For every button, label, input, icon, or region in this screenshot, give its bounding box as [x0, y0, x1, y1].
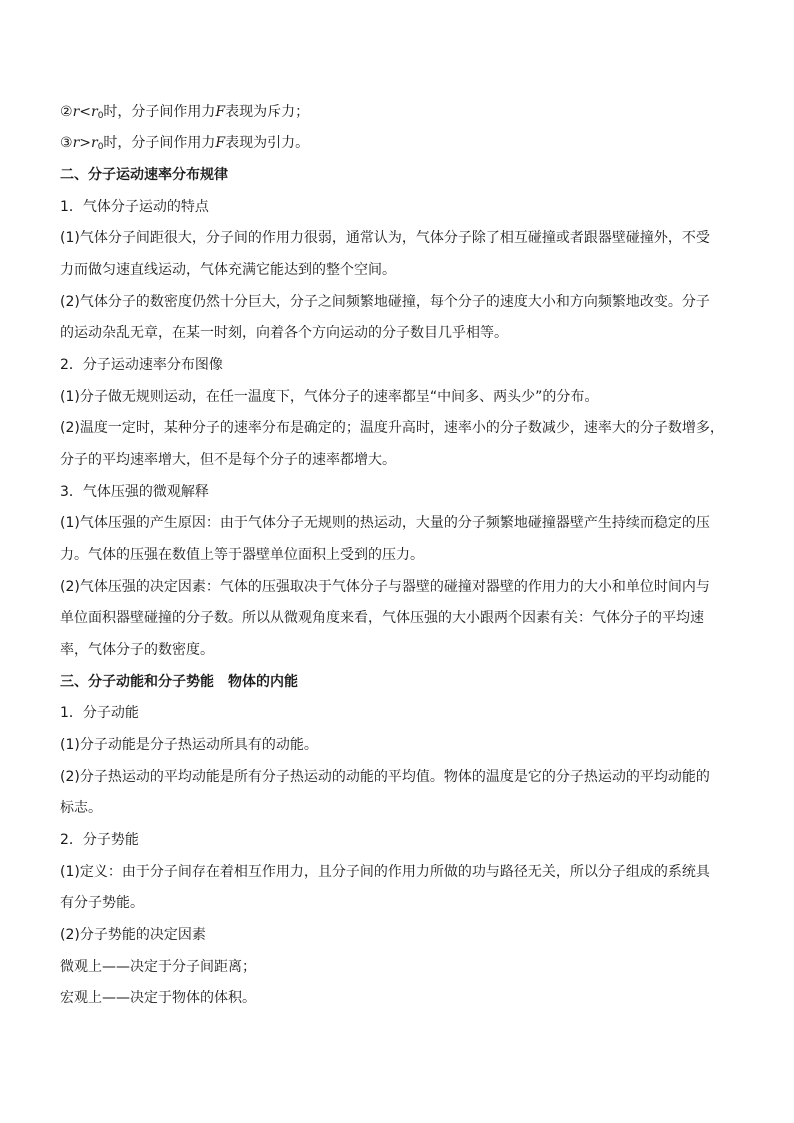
section-heading-2: 二、分子运动速率分布规律: [60, 167, 228, 183]
paragraph-line: 标志。: [60, 800, 102, 816]
force-symbol: F: [215, 104, 226, 120]
paragraph-line: (1)分子动能是分子热运动所具有的动能。: [60, 737, 318, 753]
item-r-greater-r0: [60, 134, 740, 152]
paragraph-line: (1)分子做无规则运动，在任一温度下，气体分子的速率都呈“中间多、两头少”的分布。: [60, 389, 599, 405]
item-text: 时，分子间作用力: [103, 104, 216, 120]
paragraph-line: 分子的平均速率增大，但不是每个分子的速率都增大。: [60, 452, 396, 468]
item-end: 表现为斥力；: [225, 104, 310, 120]
paragraph-line: 有分子势能。: [60, 895, 144, 911]
condition-r-less: r<r: [72, 104, 98, 120]
paragraph-line: 单位面积器壁碰撞的分子数。所以从微观角度来看，气体压强的大小跟两个因素有关：气体分子的平均速: [60, 610, 704, 626]
item-r-less-r0: [60, 103, 740, 121]
subscript-zero: 0: [97, 111, 104, 121]
paragraph-line: (2)气体压强的决定因素：气体的压强取决于气体分子与器壁的碰撞对器壁的作用力的大小和单位时间内与: [60, 579, 710, 595]
paragraph-line: 力而做匀速直线运动，气体充满它能达到的整个空间。: [60, 262, 396, 278]
subsection-title-2-3: 3．气体压强的微观解释: [60, 484, 209, 500]
subscript-zero: 0: [97, 142, 104, 152]
paragraph-line: (2)分子势能的决定因素: [60, 927, 206, 943]
item-text: 时，分子间作用力: [103, 135, 216, 151]
paragraph-line: 率，气体分子的数密度。: [60, 642, 214, 658]
force-symbol: F: [215, 135, 226, 151]
section-heading-3: 三、分子动能和分子势能 物体的内能: [60, 674, 298, 690]
item-end: 表现为引力。: [225, 135, 310, 151]
circled-two: ②: [60, 104, 73, 120]
paragraph-line: 宏观上——决定于物体的体积。: [60, 990, 256, 1006]
paragraph-line: (1)定义：由于分子间存在着相互作用力，且分子间的作用力所做的功与路径无关，所以分子组成的系统具: [60, 864, 710, 880]
circled-three: ③: [60, 135, 73, 151]
paragraph-line: (2)温度一定时，某种分子的速率分布是确定的；温度升高时，速率小的分子数减少，速率大的分子数增多，: [60, 420, 724, 436]
paragraph-line: 的运动杂乱无章，在某一时刻，向着各个方向运动的分子数目几乎相等。: [60, 325, 508, 341]
paragraph-line: (1)气体压强的产生原因：由于气体分子无规则的热运动，大量的分子频繁地碰撞器壁产生持续而稳定的压: [60, 515, 710, 531]
condition-r-greater: r>r: [72, 135, 98, 151]
subsection-title-3-1: 1．分子动能: [60, 705, 139, 721]
subsection-title-3-2: 2．分子势能: [60, 832, 139, 848]
paragraph-line: (2)气体分子的数密度仍然十分巨大，分子之间频繁地碰撞，每个分子的速度大小和方向频繁地改变。分子: [60, 294, 710, 310]
paragraph-line: 力。气体的压强在数值上等于器壁单位面积上受到的压力。: [60, 547, 424, 563]
subsection-title-2-1: 1．气体分子运动的特点: [60, 199, 209, 215]
paragraph-line: (1)气体分子间距很大，分子间的作用力很弱，通常认为，气体分子除了相互碰撞或者跟器壁碰撞外，不受: [60, 230, 710, 246]
subsection-title-2-2: 2．分子运动速率分布图像: [60, 357, 223, 373]
paragraph-line: 微观上——决定于分子间距离；: [60, 959, 256, 975]
paragraph-line: (2)分子热运动的平均动能是所有分子热运动的动能的平均值。物体的温度是它的分子热运动的平均动能的: [60, 769, 710, 785]
